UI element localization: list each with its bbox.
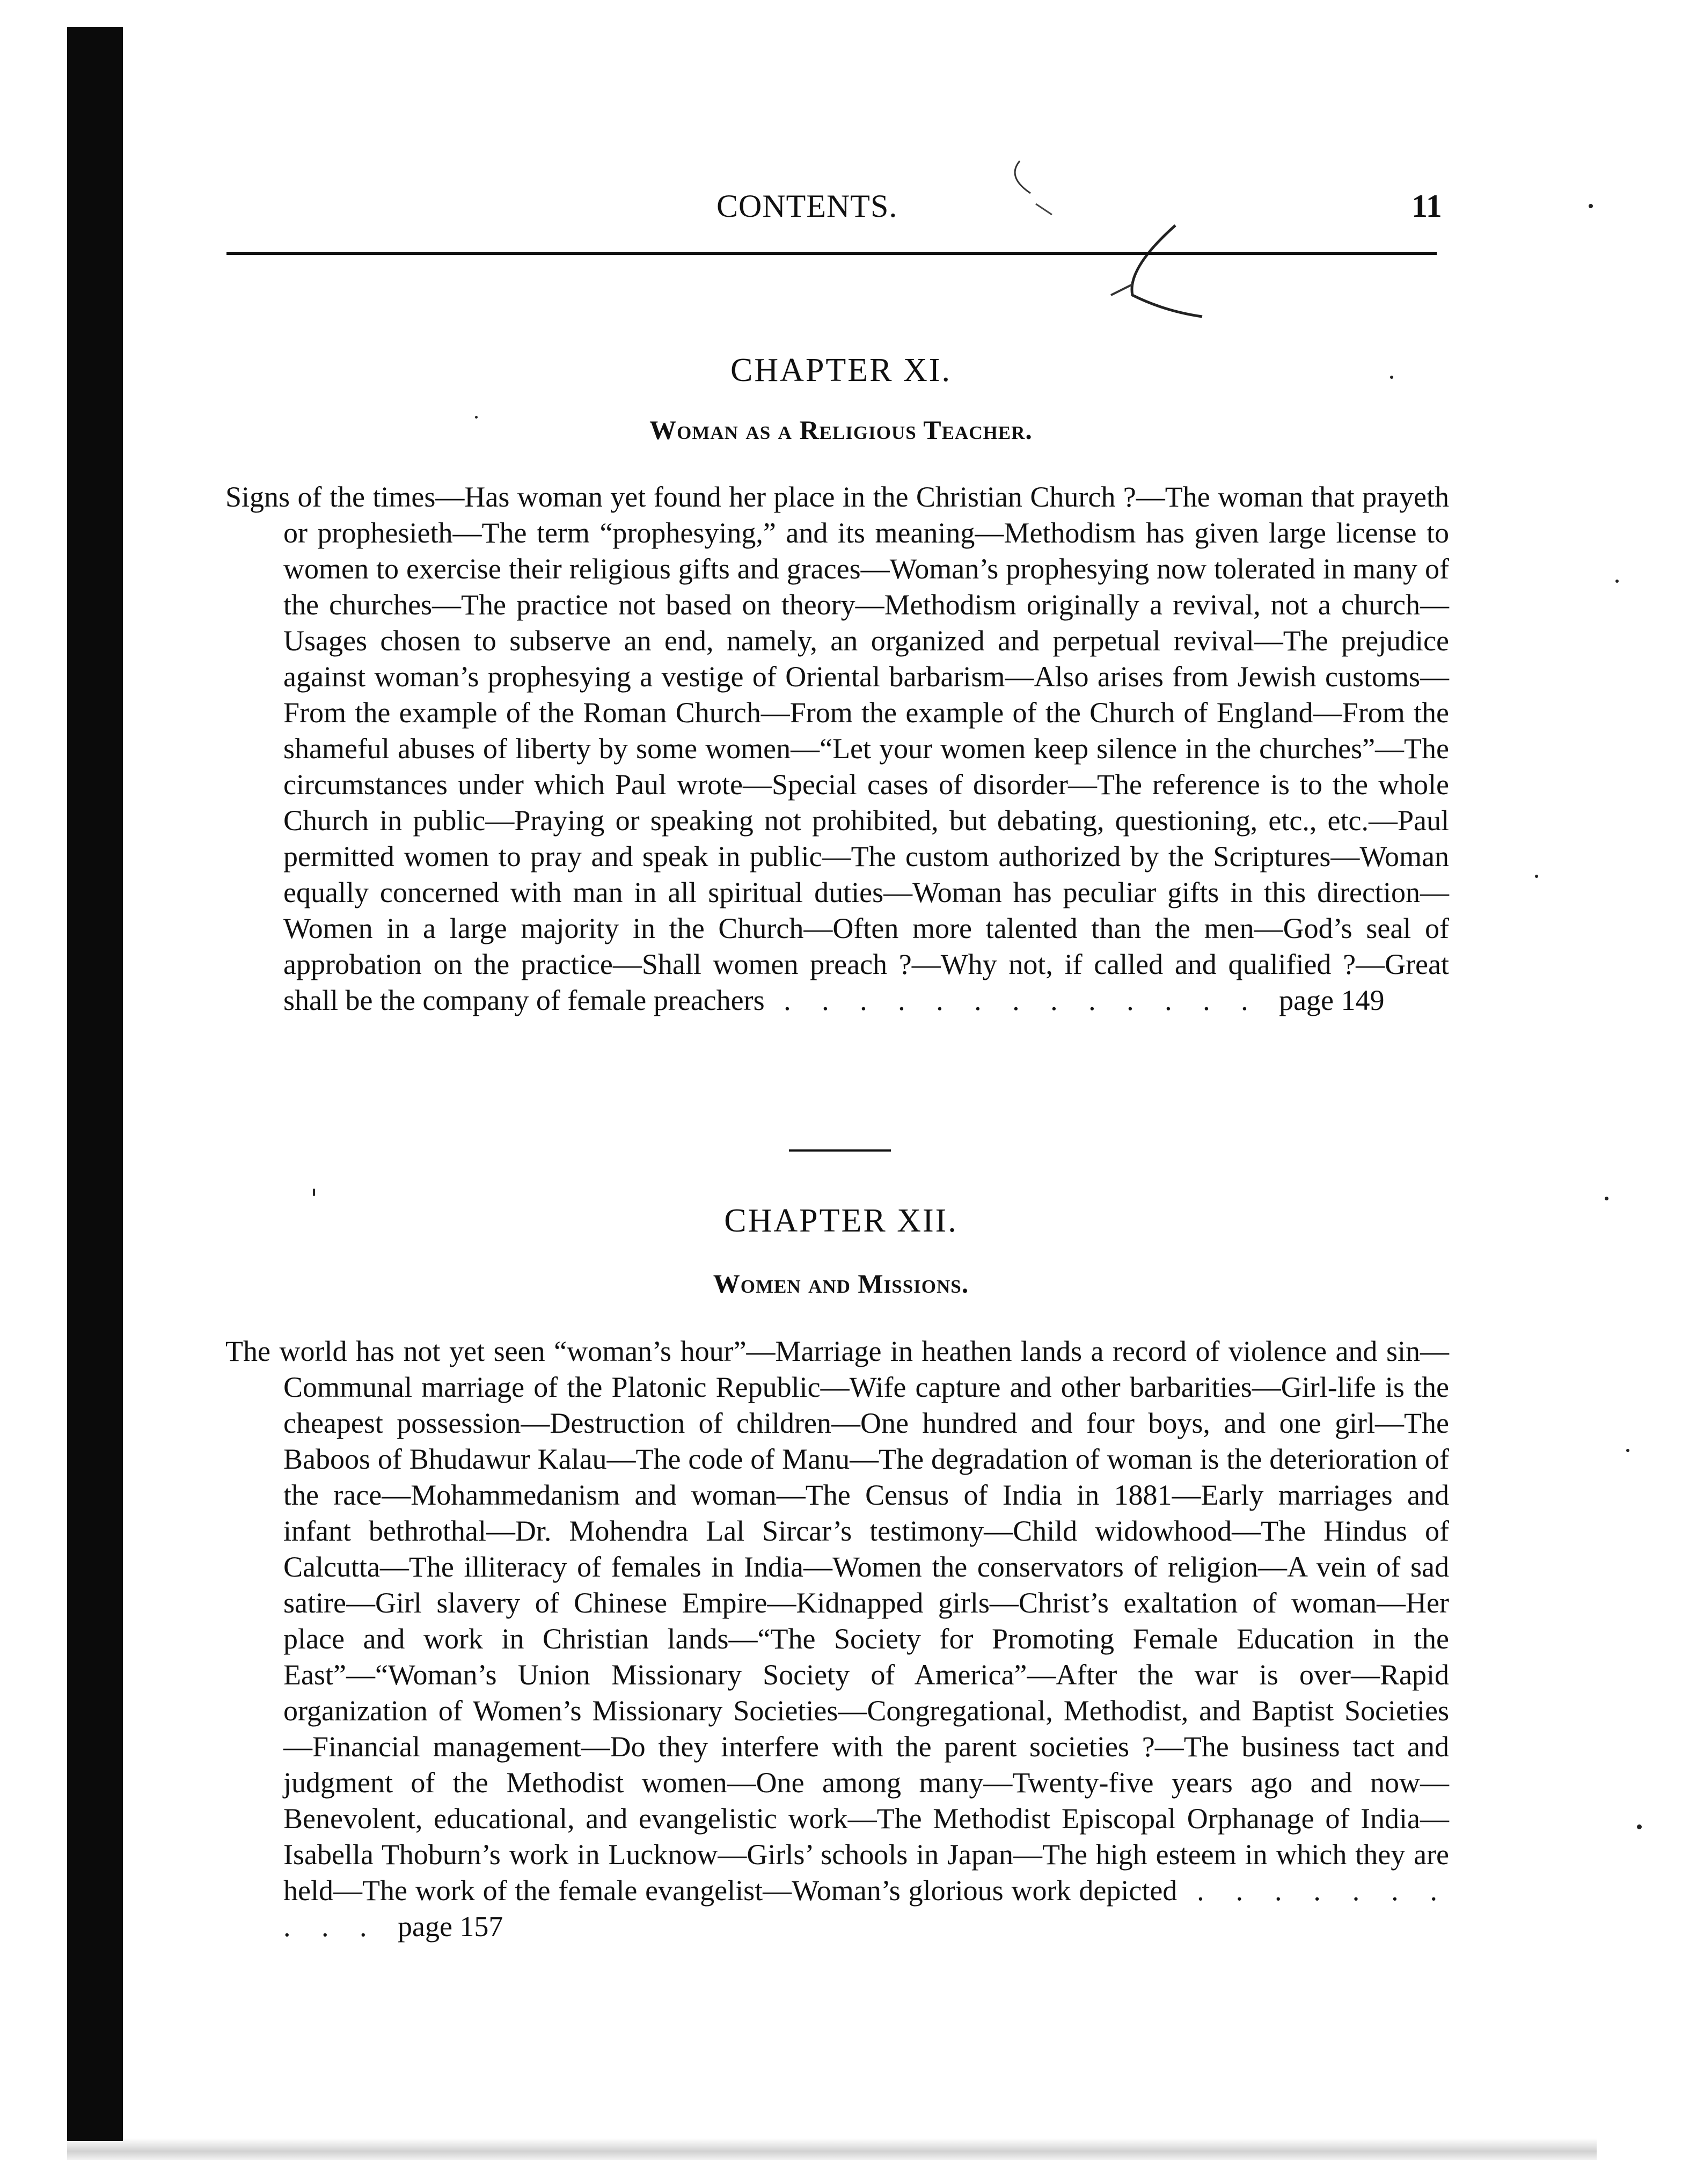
scan-binding-shadow <box>67 27 123 2141</box>
page-number: 11 <box>1412 188 1442 224</box>
dot-leader: . . . . . . . . . . <box>283 1874 1450 1943</box>
scan-speckle <box>313 1189 315 1196</box>
chapter-summary-text: The world has not yet seen “woman’s hour”—Marriage in heathen lands a record of violence and sin—Communal marriage of the Platonic Republic—Wife capture and other barbarities—Girl-life is the cheapest possession—Destruction of children—One hundred and four boys, and one girl—The Baboos of Bhudawur Kalau—The code of Manu—The degradation of woman is the deterioration of the race—Mohammedanism and woman—The Census of India in 1881—Early marriages and infant bethrothal—Dr. Mohendra Lal Sircar’s testimony—Child widowhood—The Hindus of Calcutta—The illiteracy of females in India—Women the conservators of religion—A vein of sad satire—Girl slavery of Chinese Empire—Kidnapped girls—Christ’s exaltation of woman—Her place and work in Christian lands—“The Society for Promoting Female Education in the East”—“Woman’s Union Missionary Society of America”—After the war is over—Rapid organization of Women’s Missionary Societies—Congregational, Methodist, and Baptist Societies—Financial management—Do they interfere with the parent societies ?—The business tact and judgment of the Methodist women—One among many—Twenty-five years ago and now—Benevolent, educational, and evangelistic work—The Methodist Episcopal Orphanage of India—Isabella Thoburn’s work in Lucknow—Girls’ schools in Japan—The high esteem in which they are held—The work of the female evangelist—Woman’s glorious work depicted <box>225 1335 1449 1907</box>
scan-speckle <box>1589 204 1593 208</box>
chapter-heading: CHAPTER XII. <box>724 1203 958 1239</box>
chapter-summary <box>225 479 1449 1018</box>
chapter-page-ref: page 149 <box>1279 984 1385 1016</box>
chapter-summary <box>225 1333 1449 1945</box>
dot-leader: . . . . . . . . . . . . . <box>764 984 1279 1016</box>
chapter-page-ref: page 157 <box>398 1910 503 1943</box>
running-header-title: CONTENTS. <box>716 188 898 224</box>
chapter-heading: CHAPTER XI. <box>730 352 952 389</box>
scan-speckle <box>1637 1824 1642 1829</box>
scan-bottom-edge <box>67 2138 1597 2160</box>
pencil-mark <box>1004 145 1283 338</box>
header-rule <box>226 252 1437 255</box>
chapter-subtitle: Women and Missions. <box>713 1269 969 1299</box>
chapter-subtitle: Woman as a Religious Teacher. <box>649 415 1033 445</box>
scan-speckle <box>1626 1449 1629 1452</box>
scan-speckle <box>1535 875 1538 878</box>
chapter-summary-text: Signs of the times—Has woman yet found her place in the Christian Church ?—The woman that prayeth or prophesieth—The term “prophesying,” and its meaning—Methodism has given large license to women to exercise their religious gifts and graces—Woman’s prophesying now tolerated in many of the churches—The practice not based on theory—Methodism originally a revival, not a church—Usages chosen to subserve an end, namely, an organized and perpetual revival—The prejudice against woman’s prophesying a vestige of Oriental barbarism—Also arises from Jewish customs—From the example of the Roman Church—From the example of the Church of England—From the shameful abuses of liberty by some women—“Let your women keep silence in the churches”—The circumstances under which Paul wrote—Special cases of disorder—The reference is to the whole Church in public—Praying or speaking not prohibited, but debating, questioning, etc., etc.—Paul permitted women to pray and speak in public—The custom authorized by the Scriptures—Woman equally concerned with man in all spiritual duties—Woman has peculiar gifts in this direction—Women in a large majority in the Church—Often more talented than the men—God’s seal of approbation on the practice—Shall women preach ?—Why not, if called and qualified ?—Great shall be the company of female preachers <box>225 481 1449 1016</box>
scan-speckle <box>1615 580 1619 583</box>
section-divider <box>789 1149 891 1152</box>
scan-speckle <box>1605 1197 1608 1200</box>
